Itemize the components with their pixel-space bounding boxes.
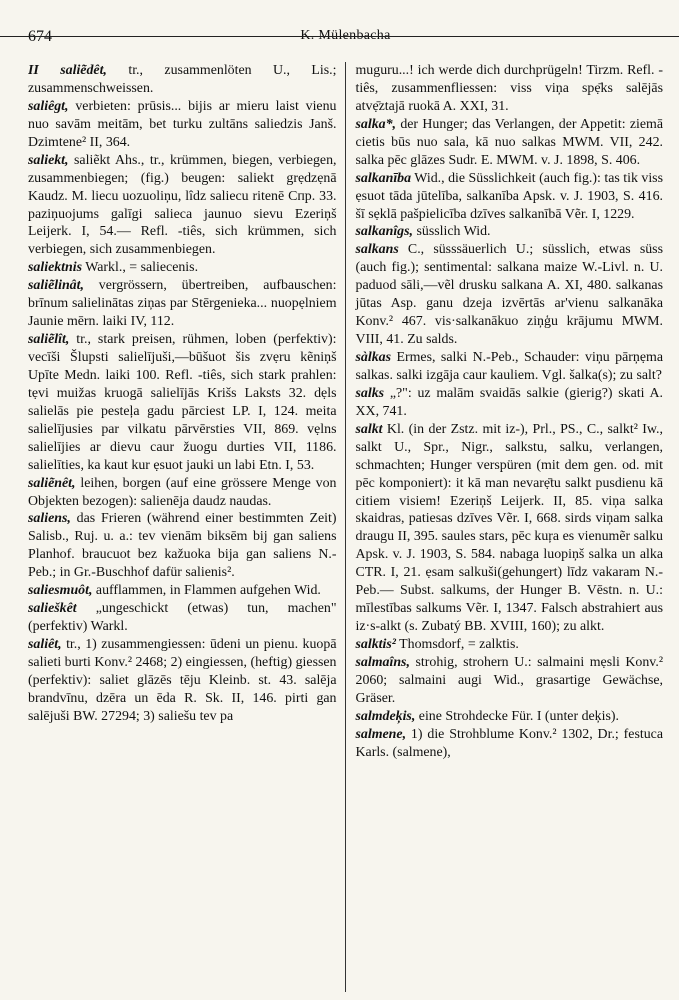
entry-text: tr., 1) zusammengiessen: ūdeni un pienu. kuopā salieti burti Konv.² 2468; 2) eingiessen, (heftig) giessen (perfektiv): saliet glāzēs tēju Kleinb. st. 43. salēja brandvīnu, dzēra un ēda R. Sk. II, 146. pirti gan salējuši BW. 27294; 3) saliešu tev pa <box>28 637 337 724</box>
dictionary-entry <box>28 98 337 152</box>
entry-text: Warkl., = saliecenis. <box>82 260 199 276</box>
dictionary-entry <box>356 385 664 421</box>
entry-text: „?": uz malām svaidās salkie (gierig?) skati A. XX, 741. <box>355 385 663 419</box>
entry-headword: salkanība <box>355 170 412 186</box>
entry-text: eine Strohdecke Für. I (unter deķis). <box>415 708 619 724</box>
entry-text: Thomsdorf, = zalktis. <box>395 637 519 652</box>
entry-headword: salkt <box>355 421 383 437</box>
dictionary-entry <box>28 277 337 331</box>
entry-headword: saliekt, <box>28 152 69 168</box>
entry-headword: saliêgt, <box>28 98 69 114</box>
entry-text: Kl. (in der Zstz. mit iz-), Prl., PS., C., salkt² Iw., salkt U., Spr., Nigr., salkstu, salku, verlangen, schmachten; Hunger verspüren (mit dem gen. od. mit pēc komponiert): it kā man nevarẹ̄tu salkt pusdienu kā citiem visiem! Ezeriņš Leijerk. II, 85. viņa salka skaidras, patiesas dzīves Vẽr. I, 668. sirds viņam salka draugu II, 395. saules stars, pēc kuŗa es vienumẽr salku Apsk. v. J. 1903, S. 584. nabaga luopiņš salka un alka CTR. I, 21. ẹsam salkuši(gehungert) līdz vakaram N.-Peb.— Subst. salkums, der Hunger B. Vēstn. n. U.: mīlestības salkums Vẽr. I, 1347. Falsch abstrahiert aus iz·s-alkt (s. Zubatý BB. XVIII, 160); zu alkt. <box>355 421 663 635</box>
running-head: K. Mülenbacha <box>300 28 391 43</box>
dictionary-entry <box>356 241 664 349</box>
entry-text: 1) die Strohblume Konv.² 1302, Dr.; festuca Karls. (salmene), <box>355 726 663 760</box>
page-header <box>28 18 663 44</box>
entry-headword: saliẽnêt, <box>28 475 76 491</box>
dictionary-entry <box>356 170 664 224</box>
entry-headword: saliesmuôt, <box>28 583 93 599</box>
dictionary-entry <box>356 62 664 116</box>
page-number: 674 <box>28 28 52 45</box>
entry-text: aufflammen, in Flammen aufgehen Wid. <box>92 583 321 599</box>
entry-headword: salktis² <box>355 637 396 652</box>
entry-text: tr., stark preisen, rühmen, loben (perfektiv): vecīši Šlupsti salielījuši,—būšuot šis zvẹru kẽniņš Upīte Medn. laiki 100. Refl. -tiês, sich stark prahlen: tẹvi muižas kruogā salielījās Krišs Laksts 32. dẹls salielās pie pesteļa gadu pārciest LP. I, 124. meita salielījusies par vilkatu pārvērsties VII, 869. vẹlns salielījies ar dievu caur žuogu durties VII, 1186. salielīties, ka kaut kur ẹsuot jauki un labi Etn. I, 53. <box>28 332 337 473</box>
entry-text: strohig, strohern U.: salmaini mẹsli Konv.² 2060; salmaini augi Wid., grasartige Gewächse, Gräser. <box>355 654 663 706</box>
entry-headword: salkanîgs, <box>355 224 414 240</box>
entry-headword: salmdeķis, <box>355 708 416 724</box>
entry-headword: saliêt, <box>28 637 62 652</box>
entry-text: saliẽkt Ahs., tr., krümmen, biegen, verbiegen, zusammenbiegen; (fig.) beugen: saliekt grẹdzẹnā Kaudz. M. liecu uozuoliņu, lîdz saliecu ritenē Спр. 33. paziņuojums galīgi salieca jaunuo sievu Ezeriņš Leijerk. I, 54.— Refl. -tiês, sich krümmen, sich verbiegen, sich zusammenbiegen. <box>28 152 337 258</box>
entry-headword: salmaîns, <box>355 654 410 670</box>
dictionary-entry <box>28 62 337 98</box>
entry-headword: saliektnis <box>28 260 83 276</box>
dictionary-entry <box>356 654 664 708</box>
dictionary-entry <box>356 636 664 654</box>
dictionary-entry <box>356 223 664 241</box>
entry-text: verbieten: prūsis... bijis ar mieru laist vienu nuo savām meitām, bet turku zultāns saliedzis Janš. Dzimtene² II, 364. <box>28 98 337 150</box>
entry-columns <box>28 62 663 992</box>
entry-headword: salka*, <box>355 116 397 132</box>
entry-headword: salieškêt <box>28 601 77 617</box>
entry-text: tr., zusammenlöten U., Lis.; zusammenschweissen. <box>28 63 337 96</box>
entry-headword: saliẽlît, <box>28 332 70 348</box>
entry-text: C., süsssäuerlich U.; süsslich, etwas süss (auch fig.); sentimental: salkana maize W.-Livl. n. U. paduod sāli,—vẽl drusku salkana A. XI, 480. salkanas jūtas Asp. ganu dzeja izvērtās ar'vienu salkanāka Konv.² 467. vis·salkanākuo ziņģu krājumu MWM. VIII, 41. Zu salds. <box>355 242 663 348</box>
entry-text: leihen, borgen (auf eine grössere Menge von Objekten bezogen): salienēja daudz naudas. <box>28 475 337 509</box>
dictionary-entry <box>356 421 664 636</box>
entry-headword: salks <box>355 385 385 401</box>
dictionary-entry <box>356 116 664 170</box>
entry-headword: saliẽlinât, <box>28 278 84 294</box>
entry-headword: saliens, <box>28 511 71 527</box>
left-column <box>28 62 346 992</box>
entry-text: vergrössern, übertreiben, aufbauschen: brīnum salielinātas ziņas par Stērgenieka... nuopẹlniem Jaunie mērn. laiki IV, 112. <box>28 278 337 330</box>
dictionary-entry <box>28 582 337 600</box>
entry-text: Wid., die Süsslichkeit (auch fig.): tas tik viss ẹsuot tāda jūtelība, salkanība Apsk. v. J. 1903, S. 416. šī sẹklā pašpielicība dzīves salkanībā Vẽr. I, 1229. <box>355 170 663 222</box>
entry-text: muguru...! ich werde dich durchprügeln! Tirzm. Refl. -tiês, zusammenfliessen: viss viņa spẹ̄ks salējās atvẹ̄ztajā ruokā A. XXI, 31. <box>355 63 663 114</box>
dictionary-entry <box>28 152 337 260</box>
dictionary-entry <box>356 349 664 385</box>
right-column <box>346 62 664 992</box>
entry-text: der Hunger; das Verlangen, der Appetit: ziemā cietis būs nuo sala, kā nuo salkas MWM. VII, 242. salka pēc glāzes Sudr. E. MWM. v. J. 1898, S. 406. <box>355 116 663 168</box>
entry-headword: II saliẽdêt, <box>28 63 107 78</box>
dictionary-entry <box>28 510 337 582</box>
entry-text: „ungeschickt (etwas) tun, machen" (perfektiv) Warkl. <box>28 601 337 635</box>
entry-text: süsslich Wid. <box>413 224 491 240</box>
entry-text: das Frieren (während einer bestimmten Zeit) Salisb., Ruj. u. a.: tev vienām biksēm bij gan saliens Planhof. braucuot bez kažuoka bija gan saliens N.-Peb.; in Gr.-Buschhof dafür salienis². <box>28 511 337 581</box>
dictionary-entry <box>356 726 664 762</box>
dictionary-entry <box>28 600 337 636</box>
dictionary-entry <box>28 475 337 511</box>
dictionary-entry <box>28 636 337 726</box>
entry-headword: salkans <box>355 242 399 258</box>
entry-headword: salmene, <box>355 726 407 742</box>
entry-text: Ermes, salki N.-Peb., Schauder: viņu pārņẹma salkas. salki izgāja caur kauliem. Vgl. šalka(s); zu salt? <box>355 350 663 383</box>
header-rule <box>0 36 679 37</box>
dictionary-entry <box>28 331 337 475</box>
dictionary-entry <box>356 708 664 726</box>
dictionary-entry <box>28 259 337 277</box>
entry-headword: sàlkas <box>355 350 392 365</box>
